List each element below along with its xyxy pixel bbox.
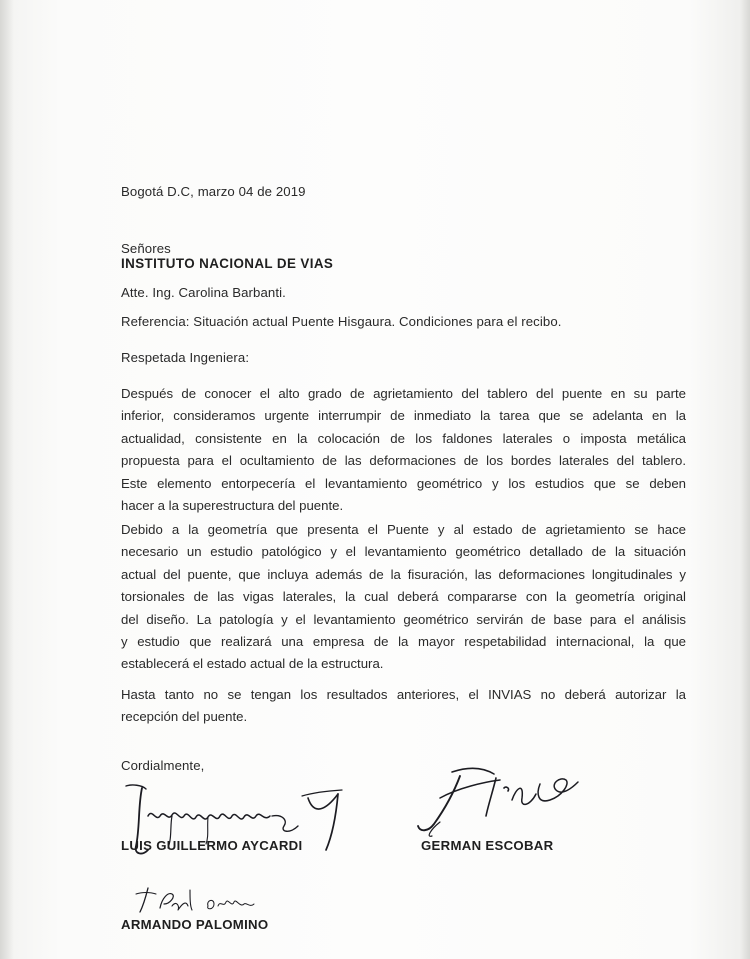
closing: Cordialmente, (121, 758, 205, 773)
signatory-name-aycardi: LUIS GUILLERMO AYCARDI (121, 838, 303, 853)
paragraph-1-line: actualidad, consistente en la colocación de los faldones laterales o imposta metálica (121, 430, 686, 446)
paragraph-2-line: torsionales de las vigas laterales, la cual deberá compararse con la geometría original (121, 589, 686, 605)
paragraph-2-line: y estudio que realizará una empresa de la mayor respetabilidad internacional, la que (121, 634, 686, 650)
paragraph-1 (121, 383, 686, 517)
paragraph-1-line: Este elemento entorpecería el levantamiento geométrico y los estudios que se deben (121, 475, 686, 491)
paragraph-1-line: inferior, consideramos urgente interrumpir de inmediato la tarea que se adelanta en la (121, 408, 686, 424)
attention-line: Atte. Ing. Carolina Barbanti. (121, 285, 286, 300)
signature-escobar-image (400, 758, 590, 850)
place-date: Bogotá D.C, marzo 04 de 2019 (121, 184, 306, 199)
paragraph-3 (121, 684, 686, 729)
paragraph-2-line: del diseño. La patología y el levantamiento geométrico servirán de base para el análisis (121, 611, 686, 627)
reference-line: Referencia: Situación actual Puente Hisgaura. Condiciones para el recibo. (121, 314, 562, 329)
paragraph-2 (121, 519, 686, 676)
greeting: Respetada Ingeniera: (121, 350, 250, 365)
paragraph-3-line: recepción del puente. (121, 709, 248, 725)
recipient-org: INSTITUTO NACIONAL DE VIAS (121, 256, 334, 271)
paragraph-1-line: hacer a la superestructura del puente. (121, 498, 344, 514)
paragraph-2-line: necesario un estudio patológico y el levantamiento geométrico detallado de la situación (121, 544, 686, 560)
signature-palomino-image (130, 884, 270, 920)
signatory-name-palomino: ARMANDO PALOMINO (121, 917, 269, 932)
paragraph-3-line: Hasta tanto no se tengan los resultados anteriores, el INVIAS no deberá autorizar la (121, 687, 686, 702)
salutation-line: Señores (121, 241, 171, 256)
paragraph-2-line: actual del puente, que incluya además de la fisuración, las deformaciones longitudinales y (121, 566, 686, 582)
page-edge-shadow (740, 0, 750, 959)
paragraph-1-line: Después de conocer el alto grado de agrietamiento del tablero del puente en su parte (121, 386, 686, 401)
paragraph-2-line: establecerá el estado actual de la estructura. (121, 656, 384, 672)
signatory-name-escobar: GERMAN ESCOBAR (421, 838, 554, 853)
paragraph-2-line: Debido a la geometría que presenta el Puente y al estado de agrietamiento se hace (121, 522, 686, 537)
paragraph-1-line: propuesta para el ocultamiento de las deformaciones de los bordes laterales del tablero. (121, 453, 686, 469)
